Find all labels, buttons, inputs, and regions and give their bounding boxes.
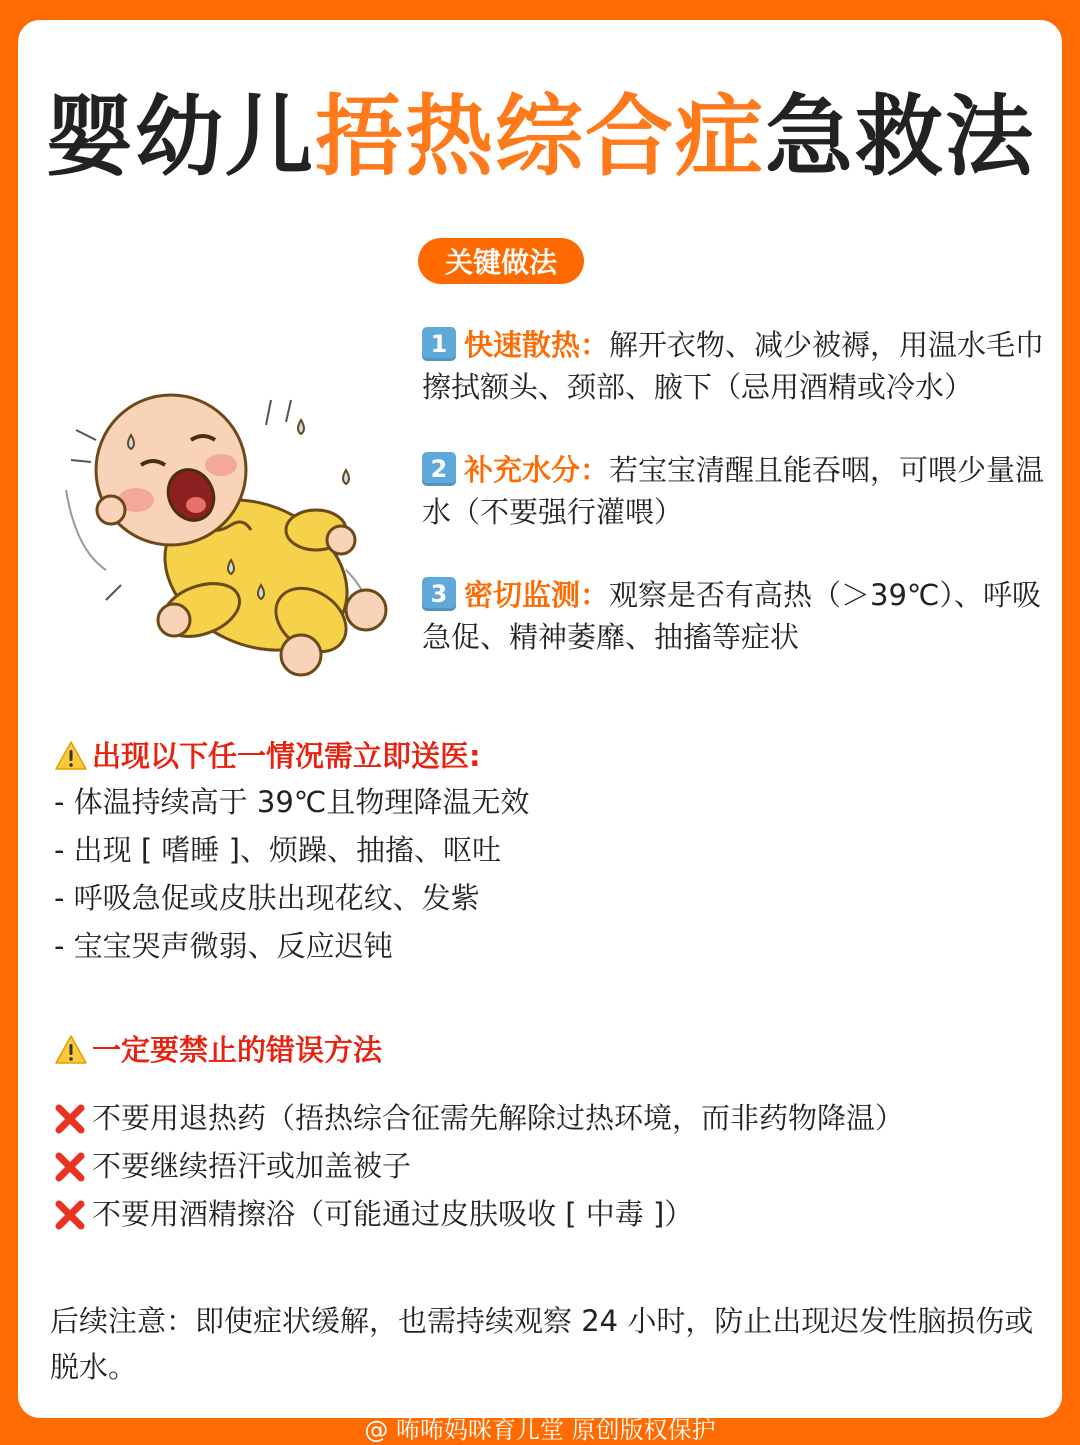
step-1 — [422, 324, 1052, 408]
copyright-footer: @ 咘咘妈咪育儿堂 原创版权保护 — [364, 1416, 716, 1444]
warning-icon — [54, 1034, 88, 1066]
cross-mark-icon — [54, 1151, 86, 1183]
content-card — [18, 20, 1062, 1418]
emergency-heading-row — [54, 734, 1044, 778]
emergency-section — [54, 734, 1044, 970]
title-prefix: 婴幼儿 — [44, 85, 315, 188]
emergency-heading: 出现以下任一情况需立即送医: — [92, 739, 481, 773]
warning-icon — [54, 740, 88, 772]
step-text: 观察是否有高热（＞39℃）、呼吸急促、精神萎靡、抽搐等症状 — [422, 578, 1041, 654]
forbidden-item-text: 不要继续捂汗或加盖被子 — [92, 1149, 412, 1183]
step-3 — [422, 574, 1052, 658]
number-1-icon: 1 — [422, 327, 456, 361]
steps-list — [422, 324, 1052, 699]
key-methods-badge: 关键做法 — [418, 238, 584, 284]
cross-mark-icon — [54, 1199, 86, 1231]
forbidden-item-text: 不要用退热药（捂热综合征需先解除过热环境，而非药物降温） — [92, 1101, 905, 1135]
title-highlight: 捂热综合症 — [314, 85, 765, 188]
step-text: 解开衣物、减少被褥，用温水毛巾擦拭额头、颈部、腋下（忌用酒精或冷水） — [422, 328, 1045, 404]
forbidden-item-text: 不要用酒精擦浴（可能通过皮肤吸收 [ 中毒 ]） — [92, 1197, 694, 1231]
follow-up-note: 后续注意：即使症状缓解，也需持续观察 24 小时，防止出现迟发性脑损伤或脱水。 — [50, 1304, 1034, 1384]
title-suffix: 急救法 — [765, 85, 1036, 188]
list-item: - 出现 [ 嗜睡 ]、烦躁、抽搐、呕吐 — [54, 833, 501, 867]
step-title: 补充水分： — [464, 453, 610, 487]
step-text: 若宝宝清醒且能吞咽，可喂少量温水（不要强行灌喂） — [422, 453, 1045, 529]
step-title: 密切监测： — [464, 578, 610, 612]
page-title — [18, 82, 1062, 192]
step-title: 快速散热： — [464, 328, 610, 362]
list-item — [54, 1190, 1044, 1238]
crying-baby-illustration — [46, 370, 396, 680]
forbidden-section — [54, 1028, 1044, 1238]
step-2 — [422, 449, 1052, 533]
list-item: - 呼吸急促或皮肤出现花纹、发紫 — [54, 881, 480, 915]
list-item: - 体温持续高于 39℃且物理降温无效 — [54, 785, 530, 819]
forbidden-heading-row — [54, 1028, 1044, 1072]
forbidden-heading: 一定要禁止的错误方法 — [92, 1033, 383, 1067]
number-3-icon: 3 — [422, 577, 456, 611]
list-item — [54, 1142, 1044, 1190]
list-item: - 宝宝哭声微弱、反应迟钝 — [54, 929, 393, 963]
number-2-icon: 2 — [422, 452, 456, 486]
cross-mark-icon — [54, 1103, 86, 1135]
list-item — [54, 1094, 1044, 1142]
